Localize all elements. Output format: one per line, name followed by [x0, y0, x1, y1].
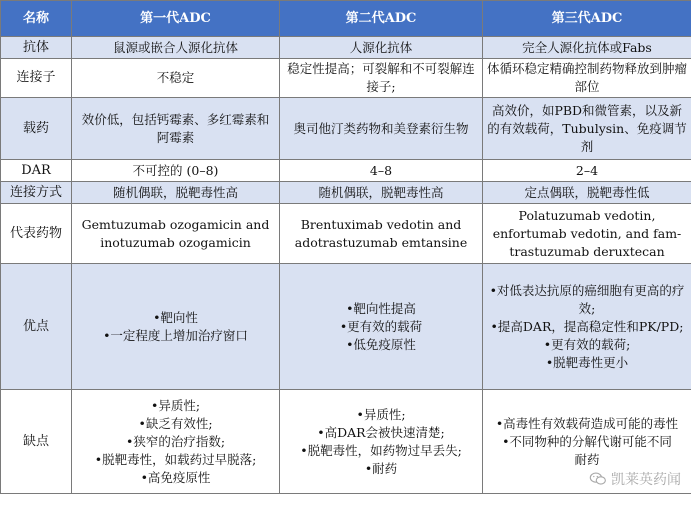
cell-gen1: 不可控的 (0–8) [72, 160, 280, 182]
row-label: 连接方式 [1, 182, 72, 204]
cell-gen3: 体循环稳定精确控制药物释放到肿瘤部位 [483, 59, 691, 98]
disadvantage-item: •异质性; [150, 397, 201, 413]
watermark [589, 469, 681, 489]
disadvantage-item: •脱靶毒性，如药物过早丢失; [300, 442, 462, 458]
disadvantage-item: •异质性; [356, 406, 406, 422]
cell-gen2: 随机偶联，脱靶毒性高 [280, 182, 483, 204]
cell-gen2: 奥司他汀类药物和美登素衍生物 [280, 98, 483, 160]
cell-gen3: 高效价，如PBD和微管素，以及新的有效载荷，Tubulysin、免疫调节剂 [483, 98, 691, 160]
row-label: 抗体 [1, 37, 72, 59]
disadvantage-item: •高DAR会被快速清楚; [317, 424, 445, 440]
row-linker [1, 59, 691, 98]
cell-gen2: 人源化抗体 [280, 37, 483, 59]
advantage-item: •对低表达抗原的癌细胞有更高的疗效; [489, 282, 685, 316]
cell-gen2: 稳定性提高；可裂解和不可裂解连接子; [280, 59, 483, 98]
row-label: 载药 [1, 98, 72, 160]
advantage-item: •更有效的载荷; [543, 336, 631, 352]
row-drugs [1, 204, 691, 264]
watermark-text: 凯莱英药闻 [611, 472, 681, 488]
advantage-item: •一定程度上增加治疗窗口 [103, 327, 248, 343]
row-label: 优点 [1, 264, 72, 390]
disadvantage-item: •高毒性有效载荷造成可能的毒性 [495, 415, 679, 431]
advantage-item: •更有效的载荷 [339, 318, 423, 334]
row-label: 代表药物 [1, 204, 72, 264]
cell-gen3: Polatuzumab vedotin, enfortumab vedotin, and fam-trastuzumab deruxtecan [483, 204, 691, 264]
header-name: 名称 [1, 1, 72, 37]
cell-gen1: 鼠源或嵌合人源化抗体 [72, 37, 280, 59]
cell-gen1 [72, 264, 280, 390]
cell-gen1: 随机偶联，脱靶毒性高 [72, 182, 280, 204]
row-label: 连接子 [1, 59, 72, 98]
header-gen2: 第二代ADC [280, 1, 483, 37]
cell-gen1: 不稳定 [72, 59, 280, 98]
cell-gen3: 完全人源化抗体或Fabs [483, 37, 691, 59]
cell-gen2: 4–8 [280, 160, 483, 182]
row-disadvantages [1, 390, 691, 494]
disadvantage-item: •脱靶毒性，如载药过早脱落; [94, 451, 257, 467]
row-label: DAR [1, 160, 72, 182]
advantage-item: •靶向性提高 [346, 300, 416, 316]
advantage-item: •低免疫原性 [346, 336, 416, 352]
row-antibody [1, 37, 691, 59]
cell-gen1: Gemtuzumab ozogamicin and inotuzumab ozogamicin [72, 204, 280, 264]
disadvantage-item: 耐药 [574, 451, 600, 467]
row-advantages [1, 264, 691, 390]
cell-gen1: 效价低，包括钙霉素、多红霉素和阿霉素 [72, 98, 280, 160]
advantage-item: •脱靶毒性更小 [545, 354, 629, 370]
row-payload [1, 98, 691, 160]
row-dar [1, 160, 691, 182]
cell-gen3: 定点偶联，脱靶毒性低 [483, 182, 691, 204]
cell-gen2 [280, 264, 483, 390]
wechat-icon [589, 472, 607, 486]
cell-gen1 [72, 390, 280, 494]
cell-gen2 [280, 390, 483, 494]
header-gen3: 第三代ADC [483, 1, 691, 37]
disadvantage-item: •高免疫原性 [140, 469, 211, 485]
cell-gen2: Brentuximab vedotin and adotrastuzumab emtansine [280, 204, 483, 264]
row-conjugation [1, 182, 691, 204]
disadvantage-item: •缺乏有效性; [138, 415, 213, 431]
disadvantage-item: •不同物种的分解代谢可能不同 [502, 433, 672, 449]
advantage-item: •提高DAR，提高稳定性和PK/PD; [490, 318, 684, 334]
header-row [1, 1, 691, 37]
advantage-item: •靶向性 [153, 309, 198, 325]
disadvantage-item: •耐药 [364, 460, 398, 476]
row-label: 缺点 [1, 390, 72, 494]
header-gen1: 第一代ADC [72, 1, 280, 37]
disadvantage-item: •狭窄的治疗指数; [125, 433, 226, 449]
cell-gen3 [483, 264, 691, 390]
cell-gen3: 2–4 [483, 160, 691, 182]
